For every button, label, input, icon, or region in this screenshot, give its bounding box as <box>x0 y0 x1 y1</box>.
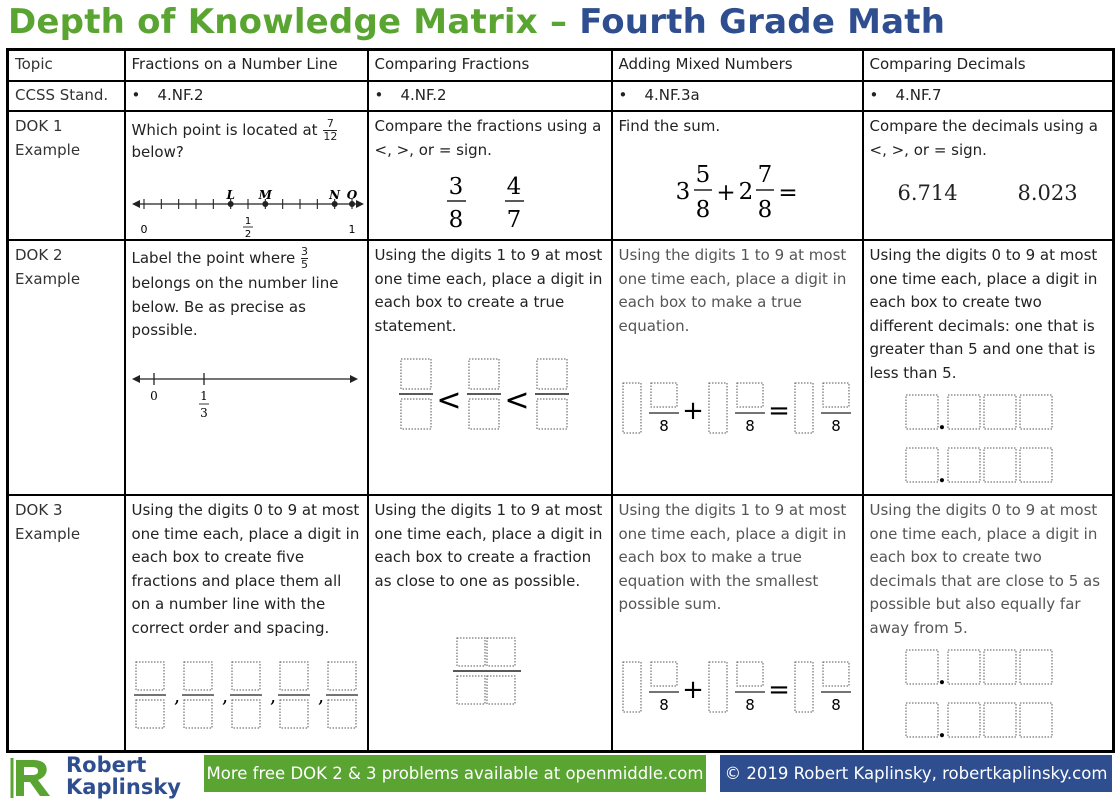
five-fraction-boxes <box>132 660 366 730</box>
close-to-one-fraction-boxes <box>451 636 531 708</box>
logo-last-name: Kaplinsky <box>66 775 181 799</box>
dok3-row <box>8 495 1114 751</box>
denominator: 8 <box>658 696 669 714</box>
answer-box[interactable] <box>537 399 567 429</box>
denominator: 12 <box>323 130 338 143</box>
answer-box[interactable] <box>948 650 980 684</box>
tick-label-third-num: 1 <box>199 389 208 403</box>
answer-box[interactable] <box>232 700 260 728</box>
decimal-point: . <box>937 664 946 690</box>
denominator: 8 <box>658 417 669 435</box>
dok1-compare-decimals-cell <box>863 111 1114 240</box>
answer-box[interactable] <box>537 359 567 389</box>
ccss-row <box>8 81 1114 112</box>
dok2-fraction-inequality-cell <box>368 240 612 495</box>
logo-first-name: Robert <box>66 753 147 777</box>
answer-box[interactable] <box>651 662 677 686</box>
answer-box[interactable] <box>469 359 499 389</box>
numerator: 5 <box>695 162 710 188</box>
topic-adding-mixed-numbers: Adding Mixed Numbers <box>612 50 863 81</box>
comma: , <box>221 683 228 707</box>
mixed-equation-boxes <box>621 381 857 437</box>
fraction <box>323 118 337 143</box>
answer-box[interactable] <box>984 650 1016 684</box>
answer-box[interactable] <box>795 662 813 712</box>
dok3-equidistant-decimals-cell <box>863 495 1114 751</box>
answer-box[interactable] <box>136 662 164 690</box>
plus-sign: + <box>681 396 704 426</box>
answer-box[interactable] <box>623 383 641 433</box>
bullet: • <box>869 85 879 104</box>
answer-box[interactable] <box>948 395 980 429</box>
ccss-standard <box>863 81 1114 112</box>
point-label: M <box>258 188 272 202</box>
answer-box[interactable] <box>487 676 515 704</box>
numerator: 7 <box>757 162 772 188</box>
comma: , <box>269 683 276 707</box>
dok2-mixed-equation-cell <box>612 240 863 495</box>
plus-sign: + <box>715 180 736 206</box>
numerator: 7 <box>326 117 334 130</box>
standard-code: 4.NF.2 <box>157 85 204 104</box>
question-text: Using the digits 0 to 9 at most one time each, place a digit in each box to create five fractions and place them all on a number line with the correct order and spacing. <box>131 501 360 637</box>
dok-example-label: Example <box>15 140 81 159</box>
standard-code: 4.NF.3a <box>644 85 700 104</box>
page-title <box>8 0 945 44</box>
dok3-five-fractions-cell <box>125 495 368 751</box>
equals-sign: = <box>767 675 790 705</box>
question-text: Using the digits 1 to 9 at most one time each, place a digit in each box to make a true equation with the smallest possible sum. <box>618 501 847 613</box>
question-text: Label the point where <box>131 249 296 267</box>
answer-box[interactable] <box>1020 395 1052 429</box>
equals-sign: = <box>767 396 790 426</box>
fraction-inequality-boxes <box>397 357 577 435</box>
dok2-decimals-cell <box>863 240 1114 495</box>
dok1-mixed-sum-cell <box>612 111 863 240</box>
answer-box[interactable] <box>280 662 308 690</box>
mixed-equation-boxes <box>621 660 857 716</box>
bullet: • <box>131 85 141 104</box>
numerator: 3 <box>301 245 308 258</box>
decimal-boxes <box>904 648 1064 744</box>
comma: , <box>317 683 324 707</box>
dok2-number-line-cell <box>125 240 368 495</box>
denominator: 8 <box>695 197 710 223</box>
rk-logo-icon <box>10 756 56 798</box>
question-text: Compare the fractions using a <, >, or = sign. <box>374 117 602 159</box>
question-text: Using the digits 1 to 9 at most one time each, place a digit in each box to create a true statement. <box>374 246 603 335</box>
answer-box[interactable] <box>906 448 938 482</box>
dok1-row <box>8 111 1114 240</box>
answer-box[interactable] <box>1020 448 1052 482</box>
topic-fractions-number-line: Fractions on a Number Line <box>125 50 368 81</box>
answer-box[interactable] <box>984 703 1016 737</box>
point-label: N <box>328 188 340 202</box>
answer-box[interactable] <box>948 703 980 737</box>
dok-example-label: Example <box>15 524 81 543</box>
answer-box[interactable] <box>737 383 763 407</box>
openmiddle-link[interactable]: More free DOK 2 & 3 problems available at openmiddle.com <box>204 755 706 792</box>
tick-label-zero: 0 <box>149 389 158 403</box>
title-dash: – <box>537 2 580 42</box>
answer-box[interactable] <box>651 383 677 407</box>
title-main: Depth of Knowledge Matrix <box>8 2 538 42</box>
question-text: Using the digits 0 to 9 at most one time each, place a digit in each box to create two decimals that are close to 5 as possible but also equally far away from 5. <box>869 501 1101 637</box>
denominator: 5 <box>301 258 308 271</box>
fraction <box>301 246 308 271</box>
answer-box[interactable] <box>823 662 849 686</box>
answer-box[interactable] <box>948 448 980 482</box>
answer-box[interactable] <box>457 676 485 704</box>
answer-box[interactable] <box>1020 703 1052 737</box>
question-text: belongs on the number line below. Be as precise as possible. <box>131 274 339 339</box>
tick-label-third-den: 3 <box>199 406 208 420</box>
copyright-banner: © 2019 Robert Kaplinsky, robertkaplinsky.com <box>720 755 1112 792</box>
dok1-compare-fractions-cell <box>368 111 612 240</box>
answer-box[interactable] <box>984 395 1016 429</box>
dok3-label <box>8 495 125 751</box>
ccss-standard <box>368 81 612 112</box>
decimal-value: 8.023 <box>1017 181 1078 205</box>
dok2-row <box>8 240 1114 495</box>
bullet: • <box>618 85 628 104</box>
number-line-thirds <box>132 365 360 425</box>
dok3-smallest-sum-cell <box>612 495 863 751</box>
topic-row <box>8 50 1114 81</box>
footer <box>0 748 1120 803</box>
ccss-label: CCSS Stand. <box>8 81 125 112</box>
number-line-12ths <box>132 182 364 238</box>
topic-comparing-fractions: Comparing Fractions <box>368 50 612 81</box>
answer-box[interactable] <box>469 399 499 429</box>
robert-kaplinsky-logo <box>10 754 200 800</box>
numerator: 4 <box>506 174 521 200</box>
ccss-standard <box>125 81 368 112</box>
denominator: 8 <box>830 696 841 714</box>
answer-box[interactable] <box>136 700 164 728</box>
answer-box[interactable] <box>709 662 727 712</box>
point-label: O <box>346 188 357 202</box>
answer-box[interactable] <box>232 662 260 690</box>
decimal-point: . <box>937 462 946 488</box>
ccss-standard <box>612 81 863 112</box>
answer-box[interactable] <box>280 700 308 728</box>
mixed-number-sum <box>673 154 803 224</box>
answer-box[interactable] <box>487 638 515 666</box>
answer-box[interactable] <box>328 700 356 728</box>
decimal-point: . <box>937 717 946 743</box>
answer-box[interactable] <box>401 359 431 389</box>
numerator: 3 <box>448 174 463 200</box>
topic-comparing-decimals: Comparing Decimals <box>863 50 1114 81</box>
answer-box[interactable] <box>823 383 849 407</box>
decimal-boxes <box>904 393 1064 489</box>
dok-example-label: Example <box>15 269 81 288</box>
tick-label-half-num: 1 <box>244 216 251 227</box>
question-text: Using the digits 1 to 9 at most one time each, place a digit in each box to create a fraction as close to one as possible. <box>374 501 603 590</box>
tick-label-one: 1 <box>348 223 355 236</box>
answer-box[interactable] <box>1020 650 1052 684</box>
denominator: 8 <box>757 197 772 223</box>
decimal-point: . <box>937 409 946 435</box>
dok3-close-to-one-cell <box>368 495 612 751</box>
answer-box[interactable] <box>457 638 485 666</box>
tick-label-zero: 0 <box>140 223 147 236</box>
dok1-number-line-cell <box>125 111 368 240</box>
answer-box[interactable] <box>737 662 763 686</box>
standard-code: 4.NF.2 <box>400 85 447 104</box>
topic-label: Topic <box>8 50 125 81</box>
logo-text <box>66 754 181 798</box>
answer-box[interactable] <box>623 662 641 712</box>
answer-box[interactable] <box>906 395 938 429</box>
answer-box[interactable] <box>709 383 727 433</box>
dok-matrix-table <box>6 48 1115 753</box>
dok-level: DOK 1 <box>15 117 63 135</box>
tick-label-half-den: 2 <box>244 229 251 238</box>
bullet: • <box>374 85 384 104</box>
plus-sign: + <box>681 675 704 705</box>
comma: , <box>173 683 180 707</box>
answer-box[interactable] <box>184 662 212 690</box>
question-text: Which point is located at <box>131 121 318 139</box>
dok1-label <box>8 111 125 240</box>
denominator: 8 <box>744 417 755 435</box>
answer-box[interactable] <box>184 700 212 728</box>
point-label: L <box>225 188 235 202</box>
answer-box[interactable] <box>328 662 356 690</box>
answer-box[interactable] <box>795 383 813 433</box>
whole-number: 2 <box>738 179 753 205</box>
denominator: 8 <box>744 696 755 714</box>
dok2-label <box>8 240 125 495</box>
answer-box[interactable] <box>906 703 938 737</box>
denominator: 7 <box>506 207 521 233</box>
fractions-to-compare <box>439 170 549 236</box>
question-text: Compare the decimals using a <, >, or = sign. <box>869 117 1098 159</box>
denominator: 8 <box>830 417 841 435</box>
less-than-sign: < <box>503 383 530 418</box>
question-text: below? <box>131 143 184 161</box>
answer-box[interactable] <box>401 399 431 429</box>
dok-level: DOK 3 <box>15 501 63 519</box>
title-grade: Fourth Grade Math <box>579 2 946 42</box>
question-text: Using the digits 0 to 9 at most one time each, place a digit in each box to create two different decimals: one that is greater than 5 and one that is less than 5. <box>869 246 1098 382</box>
equals-sign: = <box>777 180 798 206</box>
decimal-value: 6.714 <box>897 181 958 205</box>
dok-level: DOK 2 <box>15 246 63 264</box>
answer-box[interactable] <box>984 448 1016 482</box>
less-than-sign: < <box>435 383 462 418</box>
whole-number: 3 <box>675 179 690 205</box>
denominator: 8 <box>448 207 463 233</box>
answer-box[interactable] <box>906 650 938 684</box>
question-text: Find the sum. <box>618 117 721 135</box>
standard-code: 4.NF.7 <box>895 85 942 104</box>
question-text: Using the digits 1 to 9 at most one time each, place a digit in each box to make a true equation. <box>618 246 847 335</box>
